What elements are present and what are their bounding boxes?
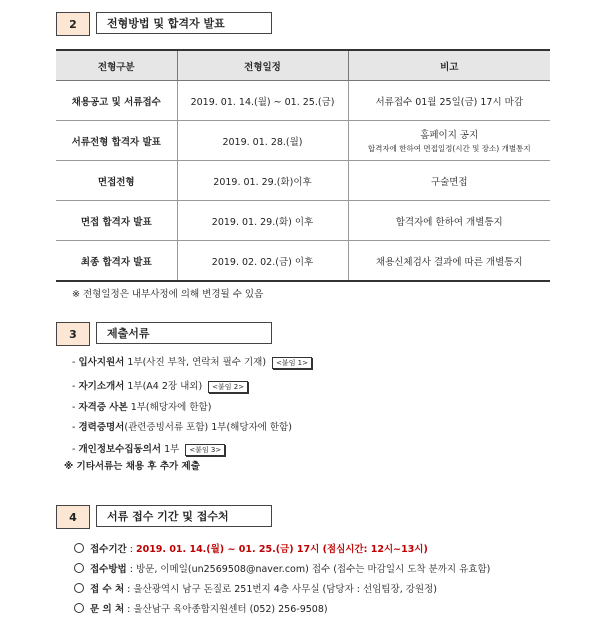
info-place (74, 581, 437, 595)
info-separator: : (126, 564, 136, 575)
circle-bullet-icon (74, 603, 84, 613)
table-row (56, 201, 550, 241)
list-dash: - (72, 444, 76, 455)
document-item (72, 378, 248, 393)
note-cell: 구술면접 (348, 161, 550, 201)
note-main: 홈페이지 공지 (420, 130, 479, 141)
document-desc: 1부(A4 2장 내외) (124, 381, 203, 392)
section-2-header (56, 12, 272, 36)
stage-cell: 면접 합격자 발표 (56, 201, 177, 241)
info-method (74, 561, 490, 575)
stage-cell: 최종 합격자 발표 (56, 241, 177, 282)
document-name: 자격증 사본 (78, 402, 128, 413)
stage-cell: 서류전형 합격자 발표 (56, 121, 177, 161)
date-cell: 2019. 01. 14.(월) ~ 01. 25.(금) (177, 81, 348, 121)
section-title: 제출서류 (96, 322, 272, 344)
document-desc: 1부(해당자에 한함) (127, 402, 212, 413)
document-desc: 1부(사진 부착, 연락처 필수 기재) (124, 357, 267, 368)
column-header: 비고 (348, 50, 550, 81)
list-dash: - (72, 422, 76, 433)
section-title: 전형방법 및 합격자 발표 (96, 12, 272, 34)
column-header: 전형일정 (177, 50, 348, 81)
section-3-header (56, 322, 272, 346)
etc-note: ※ 기타서류는 채용 후 추가 제출 (64, 461, 200, 472)
column-header: 전형구분 (56, 50, 177, 81)
circle-bullet-icon (74, 583, 84, 593)
table-row (56, 161, 550, 201)
document-name: 개인정보수집동의서 (78, 444, 162, 455)
circle-bullet-icon (74, 543, 84, 553)
stage-cell: 면접전형 (56, 161, 177, 201)
info-period (74, 541, 428, 555)
table-row (56, 121, 550, 161)
schedule-table (56, 49, 550, 282)
section-number: 3 (56, 322, 90, 346)
info-label: 접 수 처 (90, 584, 125, 595)
attachment-tag: <붙임 1> (272, 357, 312, 369)
note-sub: 합격자에 한하여 면접일정(시간 및 장소) 개별통지 (367, 144, 531, 153)
document-name: 경력증명서 (78, 422, 125, 433)
document-desc: (관련증빙서류 포함) 1부(해당자에 한함) (124, 422, 292, 433)
attachment-tag: <붙임 2> (208, 381, 248, 393)
document-item (72, 441, 225, 456)
section-4-header (56, 505, 272, 529)
table-row (56, 81, 550, 121)
document-name: 자기소개서 (78, 381, 125, 392)
list-dash: - (72, 402, 76, 413)
date-cell: 2019. 01. 29.(화) 이후 (177, 201, 348, 241)
table-header-row (56, 50, 550, 81)
note-cell: 채용신체검사 결과에 따른 개별통지 (348, 241, 550, 282)
document-item (72, 419, 292, 433)
info-value: 울산광역시 남구 돈질로 251번지 4층 사무실 (담당자 : 선임팀장, 강원정) (133, 584, 437, 595)
info-separator: : (124, 584, 134, 595)
date-cell: 2019. 02. 02.(금) 이후 (177, 241, 348, 282)
info-contact (74, 601, 328, 615)
attachment-tag: <붙임 3> (185, 444, 225, 456)
info-label: 접수기간 (90, 544, 127, 555)
info-separator: : (124, 604, 134, 615)
info-value: 울산남구 육아종합지원센터 (052) 256-9508) (133, 604, 328, 615)
date-cell: 2019. 01. 29.(화)이후 (177, 161, 348, 201)
section-title: 서류 접수 기간 및 접수처 (96, 505, 272, 527)
document-name: 입사지원서 (78, 357, 125, 368)
schedule-footnote: ※ 전형일정은 내부사정에 의해 변경될 수 있음 (72, 289, 264, 300)
document-desc: 1부 (161, 444, 180, 455)
note-cell (348, 121, 550, 161)
circle-bullet-icon (74, 563, 84, 573)
list-dash: - (72, 357, 76, 368)
table-row (56, 241, 550, 282)
date-cell: 2019. 01. 28.(월) (177, 121, 348, 161)
document-item (72, 399, 211, 413)
section-number: 2 (56, 12, 90, 36)
stage-cell: 채용공고 및 서류접수 (56, 81, 177, 121)
info-label: 접수방법 (90, 564, 127, 575)
info-value: 2019. 01. 14.(월) ~ 01. 25.(금) 17시 (점심시간: 12시~13시) (135, 544, 428, 555)
document-item (72, 354, 312, 369)
info-value: 방문, 이메일(un2569508@naver.com) 접수 (접수는 마감일시 도착 분까지 유효함) (135, 564, 491, 575)
info-label: 문 의 처 (90, 604, 125, 615)
info-separator: : (126, 544, 136, 555)
section-number: 4 (56, 505, 90, 529)
list-dash: - (72, 381, 76, 392)
note-cell: 합격자에 한하여 개별통지 (348, 201, 550, 241)
note-cell: 서류접수 01월 25일(금) 17시 마감 (348, 81, 550, 121)
